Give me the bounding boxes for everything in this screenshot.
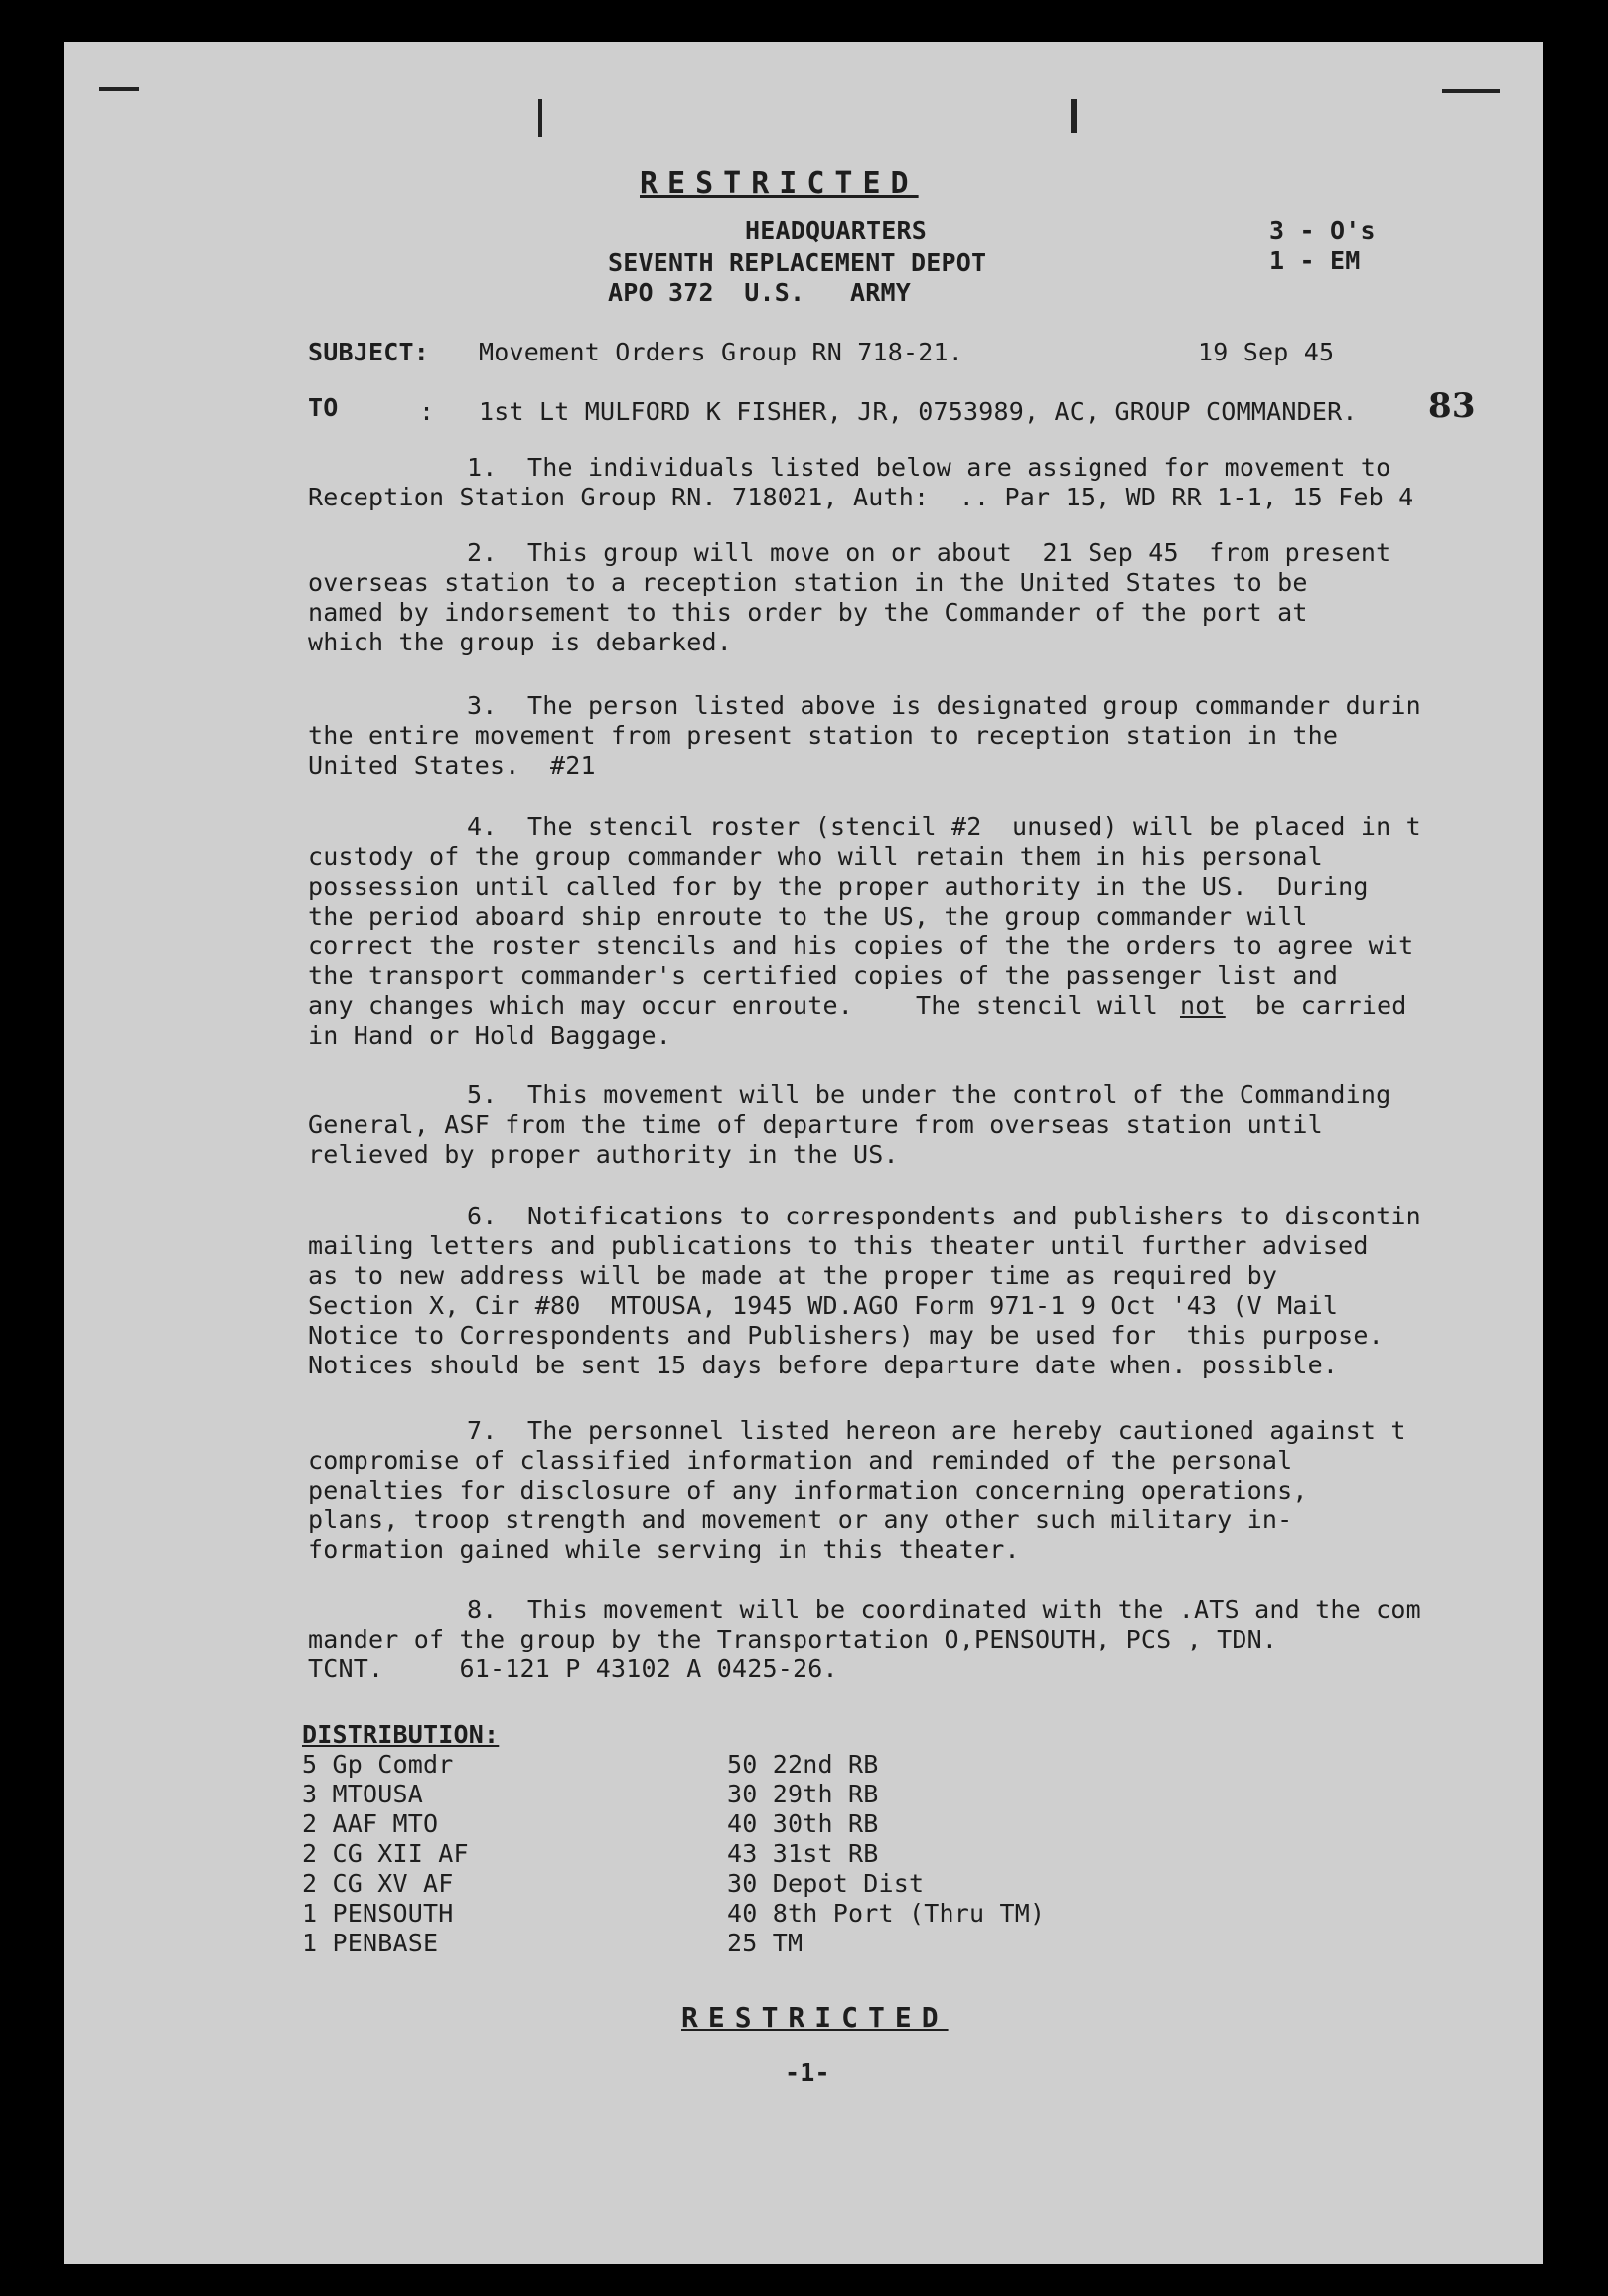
to-label: TO <box>308 393 339 422</box>
paragraph-7-line: compromise of classified information and reminded of the personal <box>308 1446 1293 1475</box>
subject-text: Movement Orders Group RN 718-21. <box>479 338 964 366</box>
classification-bottom: RESTRICTED <box>681 2001 949 2034</box>
paragraph-2-line: named by indorsement to this order by the Commander of the port at <box>308 598 1308 627</box>
paragraph-2-line: overseas station to a reception station in the United States to be <box>308 568 1308 597</box>
document-date: 19 Sep 45 <box>1198 338 1335 366</box>
hole-punch-mark <box>1071 99 1077 133</box>
to-colon: : <box>419 397 435 426</box>
paragraph-4-line: custody of the group commander who will retain them in his personal <box>308 842 1323 871</box>
paragraph-4-line: correct the roster stencils and his copies of the the orders to agree wit <box>308 932 1414 960</box>
paragraph-5-line: General, ASF from the time of departure from overseas station until <box>308 1110 1323 1139</box>
distribution-left-item: 1 PENSOUTH <box>302 1899 454 1928</box>
distribution-right-item: 30 29th RB <box>727 1780 879 1808</box>
paragraph-1-line: Reception Station Group RN. 718021, Auth: .. Par 15, WD RR 1-1, 15 Feb 4 <box>308 483 1414 511</box>
page-number: -1- <box>785 2058 830 2086</box>
paragraph-3-line: 3. The person listed above is designated group commander durin <box>467 691 1421 720</box>
document-page <box>64 42 1543 2264</box>
paragraph-5-line: 5. This movement will be under the control of the Commanding <box>467 1080 1391 1109</box>
paragraph-8-line: mander of the group by the Transportation O,PENSOUTH, PCS , TDN. <box>308 1625 1278 1653</box>
paragraph-4-line: 4. The stencil roster (stencil #2 unused) will be placed in t <box>467 812 1421 841</box>
distribution-right-item: 30 Depot Dist <box>727 1869 925 1898</box>
page-mark: 83 <box>1428 386 1476 426</box>
paragraph-8-line: TCNT. 61-121 P 43102 A 0425-26. <box>308 1654 838 1683</box>
paragraph-4-line: in Hand or Hold Baggage. <box>308 1021 672 1050</box>
paragraph-4-line: The stencil will <box>916 991 1159 1020</box>
distribution-right-item: 43 31st RB <box>727 1839 879 1868</box>
paragraph-4-line: the period aboard ship enroute to the US, the group commander will <box>308 902 1308 931</box>
paragraph-6-line: Section X, Cir #80 MTOUSA, 1945 WD.AGO Form 971-1 9 Oct '43 (V Mail <box>308 1291 1339 1320</box>
paragraph-8-line: 8. This movement will be coordinated with the .ATS and the com <box>467 1595 1421 1624</box>
paragraph-4-line: possession until called for by the proper authority in the US. During <box>308 872 1369 901</box>
paragraph-7-line: 7. The personnel listed hereon are hereby cautioned against t <box>467 1416 1406 1445</box>
paragraph-2-line: 2. This group will move on or about 21 Sep 45 from present <box>467 538 1391 567</box>
copies-line-1: 3 - O's <box>1269 216 1376 245</box>
subject-label: SUBJECT: <box>308 338 430 366</box>
paragraph-3-line: United States. #21 <box>308 751 596 780</box>
hole-punch-mark <box>538 99 542 137</box>
paragraph-6-line: Notice to Correspondents and Publishers) may be used for this purpose. <box>308 1321 1384 1350</box>
distribution-title: DISTRIBUTION: <box>302 1720 500 1749</box>
classification-top: RESTRICTED <box>640 166 919 201</box>
distribution-left-item: 2 CG XV AF <box>302 1869 454 1898</box>
distribution-right-item: 25 TM <box>727 1929 804 1957</box>
distribution-left-item: 5 Gp Comdr <box>302 1750 454 1779</box>
distribution-left-item: 3 MTOUSA <box>302 1780 424 1808</box>
paragraph-4-line: the transport commander's certified copies of the passenger list and <box>308 961 1339 990</box>
paragraph-4-line: any changes which may occur enroute. <box>308 991 854 1020</box>
distribution-left-item: 1 PENBASE <box>302 1929 439 1957</box>
distribution-right-item: 40 8th Port (Thru TM) <box>727 1899 1046 1928</box>
paragraph-6-line: as to new address will be made at the proper time as required by <box>308 1261 1278 1290</box>
hole-punch-mark <box>1442 89 1500 93</box>
paragraph-3-line: the entire movement from present station to reception station in the <box>308 721 1339 750</box>
distribution-left-item: 2 AAF MTO <box>302 1809 439 1838</box>
distribution-right-item: 40 30th RB <box>727 1809 879 1838</box>
addressee: 1st Lt MULFORD K FISHER, JR, 0753989, AC, GROUP COMMANDER. <box>479 397 1358 426</box>
distribution-right-item: 50 22nd RB <box>727 1750 879 1779</box>
paragraph-5-line: relieved by proper authority in the US. <box>308 1140 899 1169</box>
distribution-left-item: 2 CG XII AF <box>302 1839 469 1868</box>
org-line-2: SEVENTH REPLACEMENT DEPOT <box>608 248 987 277</box>
paragraph-2-line: which the group is debarked. <box>308 628 733 656</box>
paragraph-1-line: 1. The individuals listed below are assigned for movement to <box>467 453 1391 482</box>
paragraph-7-line: formation gained while serving in this theater. <box>308 1535 1020 1564</box>
hole-punch-mark <box>99 87 139 91</box>
paragraph-6-line: 6. Notifications to correspondents and publishers to discontin <box>467 1202 1421 1230</box>
paragraph-7-line: penalties for disclosure of any information concerning operations, <box>308 1476 1308 1505</box>
org-line-1: HEADQUARTERS <box>745 216 928 245</box>
paragraph-7-line: plans, troop strength and movement or any other such military in- <box>308 1506 1293 1534</box>
copies-line-2: 1 - EM <box>1269 246 1361 275</box>
paragraph-6-line: mailing letters and publications to this theater until further advised <box>308 1231 1369 1260</box>
paragraph-6-line: Notices should be sent 15 days before departure date when. possible. <box>308 1351 1339 1379</box>
org-line-3: APO 372 U.S. ARMY <box>608 278 912 307</box>
paragraph-4-line: be carried <box>1255 991 1407 1020</box>
emphasis-not: not <box>1180 991 1226 1020</box>
